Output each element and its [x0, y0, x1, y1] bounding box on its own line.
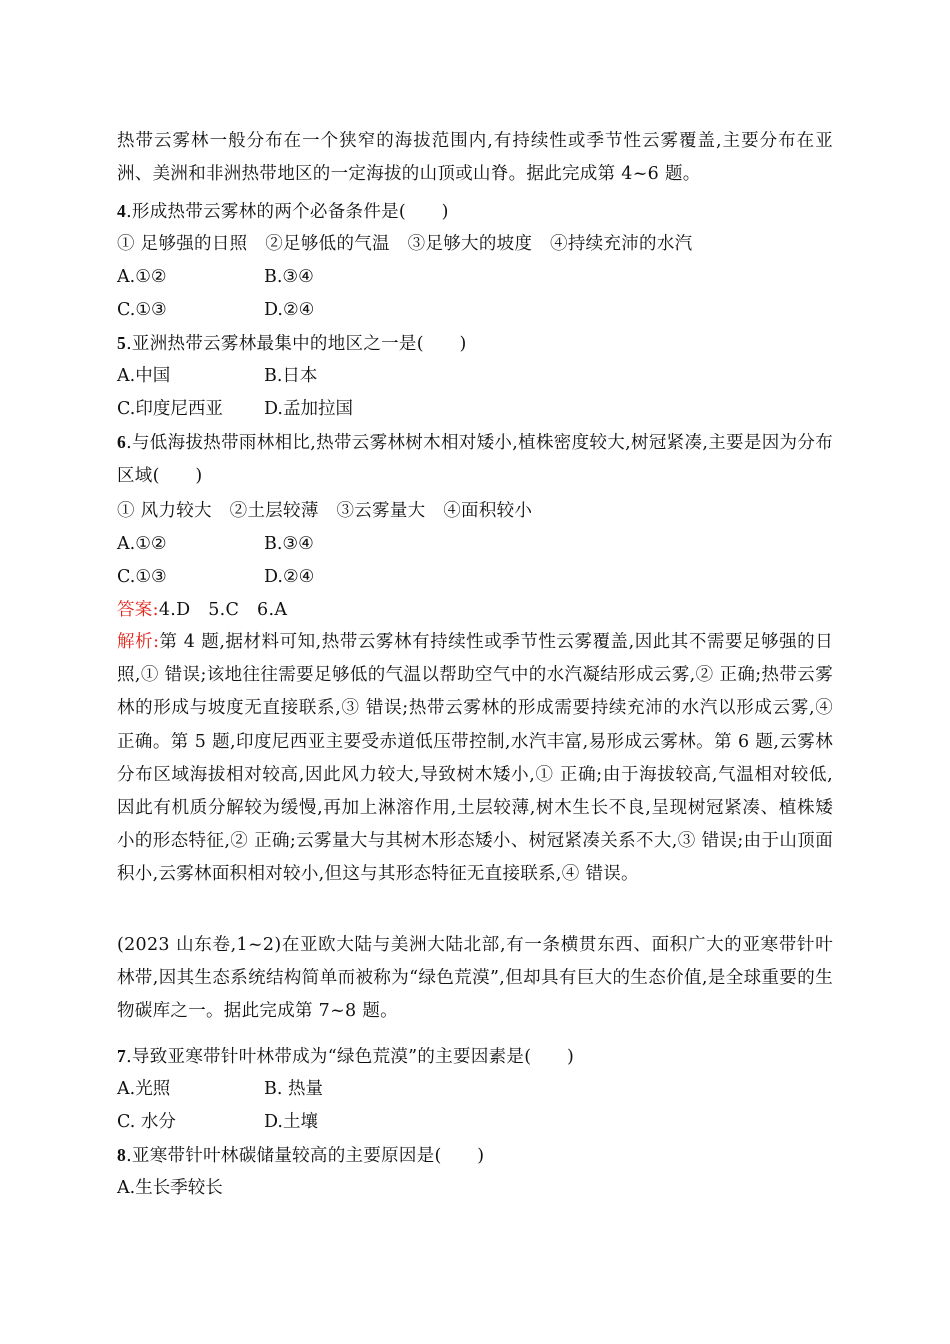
- question-7: [117, 1044, 574, 1069]
- analysis-label: 解析: [117, 632, 154, 652]
- question-6-option-c: C.①③: [117, 567, 167, 587]
- question-5-text: .亚洲热带云雾林最集中的地区之一是( ): [126, 334, 467, 354]
- intro-paragraph-2: (2023 山东卷,1~2)在亚欧大陆与美洲大陆北部,有一条横贯东西、面积广大的亚寒带针叶林带,因其生态系统结构简单而被称为“绿色荒漠”,但却具有巨大的生态价值,是全球重要的生物碳库之一。据此完成第 7~8 题。: [117, 935, 833, 1022]
- question-6-items: ① 风力较大 ②土层较薄 ③云雾量大 ④面积较小: [117, 501, 533, 521]
- question-5-option-d: D.孟加拉国: [264, 399, 353, 419]
- question-5-option-a: A.中国: [117, 366, 171, 386]
- question-7-text: .导致亚寒带针叶林带成为“绿色荒漠”的主要因素是( ): [126, 1047, 575, 1067]
- intro-paragraph-1: 热带云雾林一般分布在一个狭窄的海拔范围内,有持续性或季节性云雾覆盖,主要分布在亚洲、美洲和非洲热带地区的一定海拔的山顶或山脊。据此完成第 4~6 题。: [117, 131, 833, 185]
- answer-text: 4.D 5.C 6.A: [158, 600, 288, 620]
- question-4-option-c: C.①③: [117, 300, 167, 320]
- question-8-text: .亚寒带针叶林碳储量较高的主要原因是( ): [126, 1146, 485, 1166]
- analysis-text: 第 4 题,据材料可知,热带云雾林有持续性或季节性云雾覆盖,因此其不需要足够强的日照,① 错误;该地往往需要足够低的气温以帮助空气中的水汽凝结形成云雾,② 正确;热带云雾林的形成与坡度无直接联系,③ 错误;热带云雾林的形成需要持续充沛的水汽以形成云雾,④ 正确。第 5 题,印度尼西亚主要受赤道低压带控制,水汽丰富,易形成云雾林。第 6 题,云雾林分布区域海拔相对较高,因此风力较大,导致树木矮小,① 正确;由于海拔较高,气温相对较低,因此有机质分解较为缓慢,再加上淋溶作用,土层较薄,树木生长不良,呈现树冠紧凑、植株矮小的形态特征,② 正确;云雾量大与其树木形态矮小、树冠紧凑关系不大,③ 错误;由于山顶面积小,云雾林面积相对较小,但这与其形态特征无直接联系,④ 错误。: [117, 632, 833, 885]
- answer-line: [117, 598, 287, 622]
- question-8-number: 8: [117, 1145, 127, 1165]
- question-6-number: 6: [117, 432, 127, 452]
- question-6: [117, 426, 833, 493]
- question-4-option-d: D.②④: [264, 300, 315, 320]
- question-4-number: 4: [117, 201, 127, 221]
- question-5-option-c: C.印度尼西亚: [117, 399, 223, 419]
- question-7-number: 7: [117, 1046, 127, 1066]
- question-4: [117, 199, 449, 224]
- question-4-items: ① 足够强的日照 ②足够低的气温 ③足够大的坡度 ④持续充沛的水汽: [117, 234, 693, 254]
- question-6-option-a: A.①②: [117, 534, 167, 554]
- analysis-paragraph: [117, 626, 833, 892]
- answer-sep: :: [152, 600, 159, 620]
- question-4-text: .形成热带云雾林的两个必备条件是( ): [126, 202, 449, 222]
- question-4-option-a: A.①②: [117, 267, 167, 287]
- question-8: [117, 1143, 484, 1168]
- question-6-text: .与低海拔热带雨林相比,热带云雾林树木相对矮小,植株密度较大,树冠紧凑,主要是因为分布区域( ): [117, 433, 833, 487]
- question-7-option-a: A.光照: [117, 1079, 171, 1099]
- question-8-option-a: A.生长季较长: [117, 1178, 223, 1198]
- question-6-option-d: D.②④: [264, 567, 315, 587]
- question-6-option-b: B.③④: [264, 534, 314, 554]
- question-7-option-d: D.土壤: [264, 1112, 318, 1132]
- answer-label: 答案: [117, 600, 153, 620]
- question-5-number: 5: [117, 333, 127, 353]
- question-7-option-b: B. 热量: [264, 1079, 323, 1099]
- analysis-sep: :: [153, 632, 160, 652]
- question-7-option-c: C. 水分: [117, 1112, 176, 1132]
- question-5-option-b: B.日本: [264, 366, 318, 386]
- question-4-option-b: B.③④: [264, 267, 314, 287]
- question-5: [117, 331, 467, 356]
